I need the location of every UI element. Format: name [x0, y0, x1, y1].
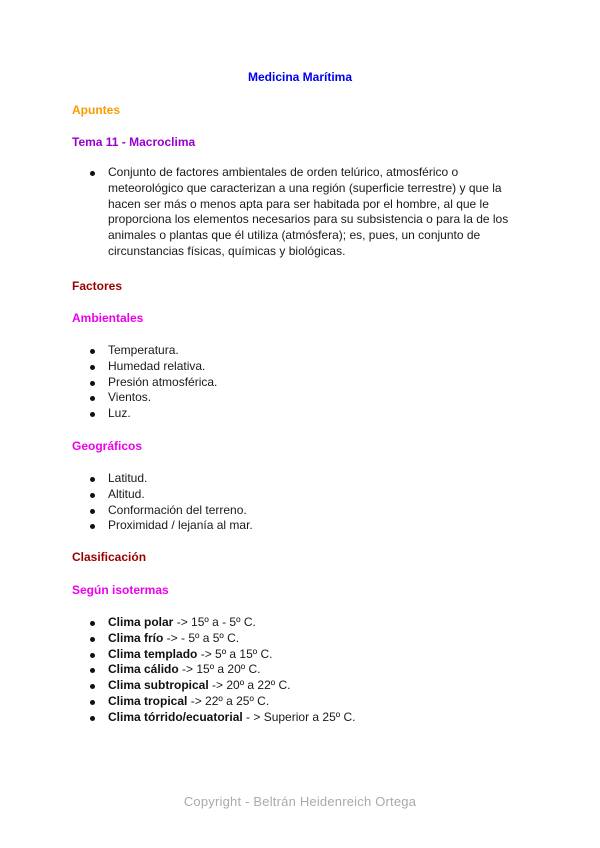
- ambientales-list: [72, 343, 217, 422]
- copyright-footer: Copyright - Beltrán Heidenreich Ortega: [183, 794, 417, 809]
- heading-apuntes: Apuntes: [72, 103, 120, 117]
- heading-factores: Factores: [72, 279, 123, 293]
- clima-range: -> 5º a 15º C.: [197, 646, 273, 661]
- clima-range: -> 15º a - 5º C.: [173, 615, 256, 629]
- heading-ambientales: Ambientales: [72, 311, 144, 325]
- intro-list: [72, 165, 522, 260]
- intro-paragraph: Conjunto de factores ambientales de orden telúrico, atmosférico o meteorológico que caracterizan a una región (superficie terrestre) y que la hacen ser más o menos apta para ser habitada por el hombre, al que le proporciona los elementos necesarios para su subsistencia o para la de los animales o plantas que él utiliza (atmósfera); es, pues, un conjunto de circunstancias físicas, químicas y biológicas.: [72, 165, 522, 260]
- clima-range: -> - 5º a 5º C.: [163, 630, 240, 645]
- clima-range: -> 20º a 22º C.: [208, 678, 291, 693]
- list-item: Latitud.: [72, 471, 253, 487]
- clima-range: -> 15º a 20º C.: [178, 662, 261, 677]
- clima-range: -> 22º a 25º C.: [187, 693, 270, 708]
- list-item: Luz.: [72, 406, 217, 422]
- list-item: [72, 631, 355, 647]
- list-item: [72, 678, 355, 694]
- clima-name: Clima templado: [108, 646, 198, 661]
- list-item: [72, 694, 355, 710]
- clima-range: - > Superior a 25º C.: [242, 709, 356, 724]
- heading-isotermas: Según isotermas: [72, 583, 169, 597]
- list-item: Vientos.: [72, 390, 217, 406]
- clima-name: Clima polar: [108, 615, 174, 629]
- geograficos-list: [72, 471, 253, 534]
- list-item: [72, 710, 355, 726]
- list-item: Humedad relativa.: [72, 359, 217, 375]
- heading-geograficos: Geográficos: [72, 439, 143, 453]
- list-item: Conformación del terreno.: [72, 503, 253, 519]
- list-item: Proximidad / lejanía al mar.: [72, 518, 253, 534]
- isotermas-list: [72, 615, 355, 726]
- list-item: [72, 647, 355, 663]
- document-title: Medicina Marítima: [247, 70, 353, 84]
- clima-name: Clima frío: [108, 630, 164, 645]
- list-item: Altitud.: [72, 487, 253, 503]
- list-item: Temperatura.: [72, 343, 217, 359]
- clima-name: Clima cálido: [108, 662, 179, 677]
- list-item: Presión atmosférica.: [72, 375, 217, 391]
- clima-name: Clima tórrido/ecuatorial: [108, 709, 243, 724]
- clima-name: Clima subtropical: [108, 678, 209, 693]
- list-item: [72, 615, 355, 631]
- heading-tema: Tema 11 - Macroclima: [72, 135, 196, 149]
- heading-clasificacion: Clasificación: [72, 550, 147, 564]
- clima-name: Clima tropical: [108, 693, 188, 708]
- list-item: [72, 662, 355, 678]
